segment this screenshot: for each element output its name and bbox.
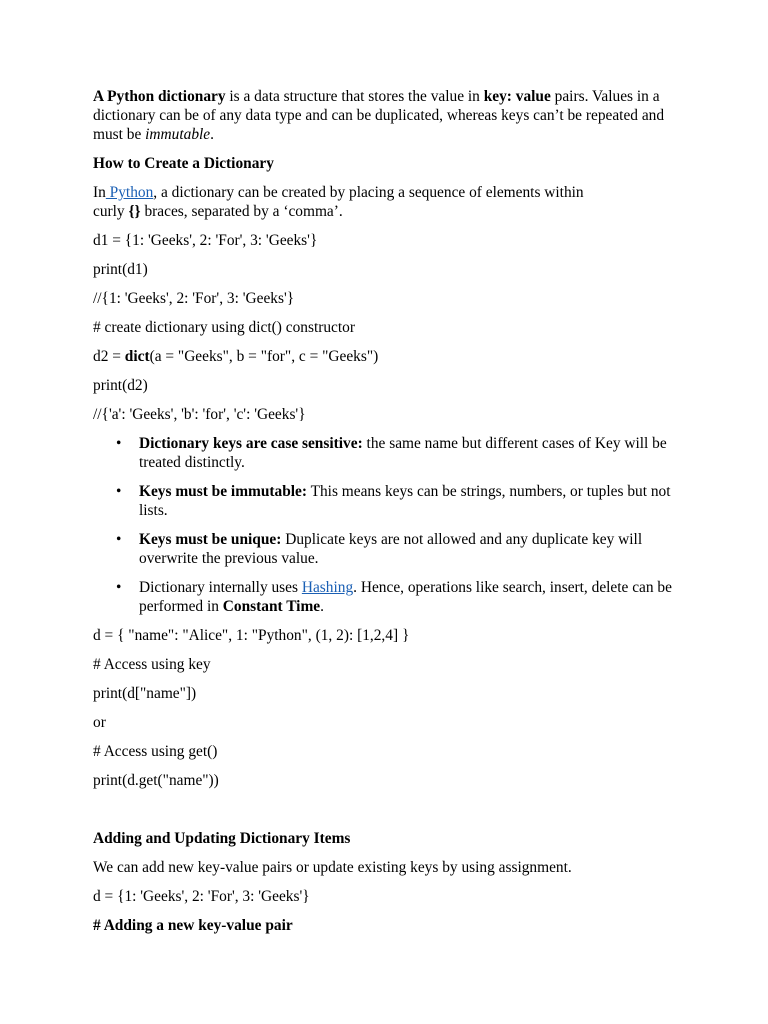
list-item bbox=[139, 482, 683, 520]
code-line: print(d1) bbox=[93, 261, 148, 278]
code-line: d = {1: 'Geeks', 2: 'For', 3: 'Geeks'} bbox=[93, 888, 310, 905]
intro-end: . bbox=[210, 126, 214, 143]
code-line: or bbox=[93, 714, 106, 731]
intro-key-value: key: value bbox=[483, 88, 551, 105]
code-line: # Access using key bbox=[93, 656, 211, 673]
list-item bbox=[139, 578, 683, 616]
d2-dict-fn: dict bbox=[124, 348, 150, 365]
bullet-bold: Dictionary keys are case sensitive: bbox=[139, 435, 363, 452]
document-body bbox=[93, 87, 683, 945]
intro-text-2: pairs. Values in a dictionary can be of any data type and can be duplicated, whereas keys can’t be repeated and must be bbox=[93, 88, 665, 143]
bullet-bold: Constant Time bbox=[222, 598, 321, 615]
spacer bbox=[93, 800, 683, 829]
code-line: //{1: 'Geeks', 2: 'For', 3: 'Geeks'} bbox=[93, 290, 295, 307]
create-text-2: curly bbox=[93, 203, 129, 220]
list-item bbox=[139, 434, 683, 472]
code-line: # create dictionary using dict() constructor bbox=[93, 319, 355, 336]
d2-prefix: d2 = bbox=[93, 348, 125, 365]
list-item bbox=[139, 530, 683, 568]
python-link[interactable]: Python bbox=[105, 184, 154, 201]
intro-text-1: is a data structure that stores the value in bbox=[225, 88, 484, 105]
bullet-text: Duplicate keys are not allowed and any duplicate key will overwrite the previous value. bbox=[139, 531, 643, 567]
d2-rest: (a = "Geeks", b = "for", c = "Geeks") bbox=[149, 348, 379, 365]
create-text-1: , a dictionary can be created by placing a sequence of elements within bbox=[153, 184, 584, 201]
code-line: d = { "name": "Alice", 1: "Python", (1, 2): [1,2,4] } bbox=[93, 627, 410, 644]
bullet-text: This means keys can be strings, numbers, or tuples but not lists. bbox=[139, 483, 671, 519]
update-heading: Adding and Updating Dictionary Items bbox=[93, 830, 351, 847]
code-line: # Access using get() bbox=[93, 743, 218, 760]
create-braces: {} bbox=[128, 203, 141, 220]
code-line-d2 bbox=[93, 347, 683, 366]
create-paragraph bbox=[93, 183, 683, 221]
intro-immutable: immutable bbox=[145, 126, 211, 143]
intro-term: A Python dictionary bbox=[93, 88, 226, 105]
add-heading: # Adding a new key-value pair bbox=[93, 917, 293, 934]
code-line: print(d["name"]) bbox=[93, 685, 197, 702]
bullet-text: the same name but different cases of Key will be treated distinctly. bbox=[139, 435, 667, 471]
update-paragraph: We can add new key-value pairs or update existing keys by using assignment. bbox=[93, 859, 572, 876]
properties-list bbox=[93, 434, 683, 616]
bullet-text: Dictionary internally uses bbox=[139, 579, 302, 596]
create-prefix: In bbox=[93, 184, 106, 201]
code-line: print(d.get("name")) bbox=[93, 772, 219, 789]
bullet-bold: Keys must be unique: bbox=[139, 531, 282, 548]
intro-paragraph bbox=[93, 87, 683, 144]
create-text-3: braces, separated by a ‘comma’. bbox=[140, 203, 343, 220]
hashing-link[interactable]: Hashing bbox=[301, 579, 354, 596]
code-line: //{'a': 'Geeks', 'b': 'for', 'c': 'Geeks'} bbox=[93, 406, 306, 423]
bullet-end: . bbox=[320, 598, 324, 615]
code-line: d1 = {1: 'Geeks', 2: 'For', 3: 'Geeks'} bbox=[93, 232, 318, 249]
create-heading: How to Create a Dictionary bbox=[93, 155, 274, 172]
bullet-text: . Hence, operations like search, insert, delete can be performed in bbox=[139, 579, 672, 615]
code-line: print(d2) bbox=[93, 377, 148, 394]
bullet-bold: Keys must be immutable: bbox=[139, 483, 308, 500]
